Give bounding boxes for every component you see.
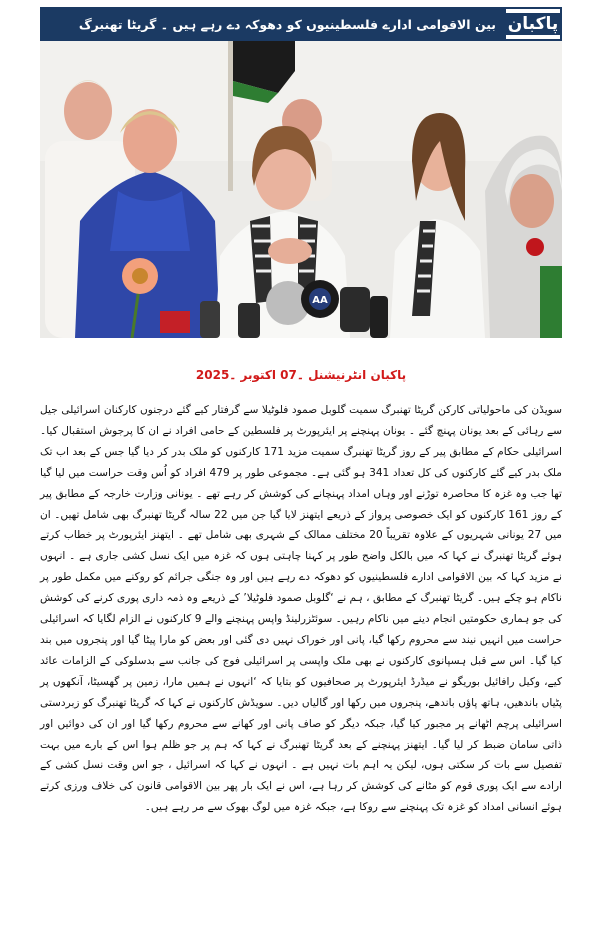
logo-box — [504, 7, 562, 41]
article-paragraph: سویڈن کی ماحولیاتی کارکن گریٹا تھنبرگ سمیت گلوبل صمود فلوٹیلا سے گرفتار کیے گئے درجنوں کارکنان اسرائیلی جیل سے رہائی کے بعد یونان پہنچ گئے ۔ یونان پہنچنے پر ایئرپورٹ پر فلسطین کے حامی افراد نے ان کا پرجوش استقبال کیا۔ اسرائیلی حکام کے مطابق پیر کے روز گریٹا تھنبرگ سمیت مزید 171 کارکنوں کو ملک بدر کر دیا گیا جس کے بعد اب تک ملک بدر کیے گئے کارکنوں کی کل تعداد 341 ہو گئی ہے۔ مجموعی طور پر 479 افراد کو اُس وقت حراست میں لیا گیا تھا جب وہ غزہ کا محاصرہ توڑنے اور وہاں امداد پہنچانے کی کوشش کر رہے تھے ۔ یونانی وزارت خارجہ کے مطابق پیر کے روز 161 کارکنوں کو ایک خصوصی پرواز کے ذریعے ایتھنز لایا گیا جن میں 22 سالہ گریٹا تھنبرگ بھی شامل تھیں۔ ان میں 27 یونانی شہریوں کے علاوہ تقریباً 20 مختلف ممالک کے شہری بھی شامل تھے ۔ ایتھنز ایئرپورٹ پر خطاب کرتے ہوئے گریٹا تھنبرگ نے کہا کہ میں بالکل واضح طور پر کہنا چاہتی ہوں کہ غزہ میں ایک نسل کشی جاری ہے ۔ انہوں نے مزید کہا کہ بین الاقوامی ادارے فلسطینیوں کو دھوکہ دے رہے ہیں اور وہ جنگی جرائم کو روکنے میں مکمل طور پر ناکام ہو چکے ہیں۔ گریٹا تھنبرگ کے مطابق ، ہم نے ‘گلوبل صمود فلوٹیلا’ کے ذریعے وہ ذمہ داری پوری کرنے کی کوشش کی جو ہماری حکومتیں انجام دینے میں ناکام رہیں۔ سوئٹزرلینڈ واپس پہنچنے والے 9 کارکنوں نے الزام لگایا کہ اسرائیلی حراست میں انہیں نیند سے محروم رکھا گیا، پانی اور خوراک نہیں دی گئی اور بعض کو مارا پیٹا گیا اور پنجروں میں بند کیا گیا۔ اس سے قبل ہسپانوی کارکنوں نے بھی ملک واپسی پر اسرائیلی فوج کی جانب سے بدسلوکی کے الزامات عائد کیے، وکیل رافائیل بوریگو نے میڈرڈ ایئرپورٹ پر صحافیوں کو بتایا کہ ‘انہوں نے ہمیں مارا، زمین پر گھسیٹا، آنکھوں پر پٹیاں باندھیں، ہاتھ پاؤں باندھے، پنجروں میں رکھا اور گالیاں دیں۔ سویڈش کارکنوں نے کہا کہ گریٹا تھنبرگ کو زبردستی اسرائیلی پرچم اٹھانے پر مجبور کیا گیا، جبکہ دیگر کو صاف پانی اور کھانے سے محروم رکھا گیا اور ان کی دوائیں اور ذاتی سامان ضبط کر لیا گیا۔ ایتھنز پہنچنے کے بعد گریٹا تھنبرگ نے کہا کہ ہم پر جو ظلم ہوا اس کے بارے میں بہت تفصیل سے بات کر سکتی ہوں، لیکن یہ اہم بات نہیں ہے ۔ انہوں نے کہا کہ اسرائیل ، جو اس وقت نسل کشی کے ارادے سے ایک پوری قوم کو مٹانے کی کوشش کر رہا ہے، اس نے ایک بار پھر بین الاقوامی قانون کی خلاف ورزی کرتے ہوئے انسانی امداد کو غزہ تک پہنچنے سے روکا ہے، جبکہ غزہ میں لوگ بھوک سے مر رہے ہیں۔ — [40, 404, 562, 814]
press-conference-image — [40, 41, 562, 338]
aa-mic-label: AA — [312, 295, 328, 306]
article-body — [40, 400, 562, 818]
logo: پاکبان — [504, 13, 563, 35]
headline: بین الاقوامی ادارے فلسطینیوں کو دھوکہ دے رہے ہیں ۔ گریٹا تھنبرگ — [78, 16, 496, 32]
dateline: پاکبان انٹرنیشنل ۔07 اکتوبر ۔2025 — [195, 368, 407, 382]
headline-banner — [40, 7, 562, 41]
news-photo — [40, 41, 562, 338]
